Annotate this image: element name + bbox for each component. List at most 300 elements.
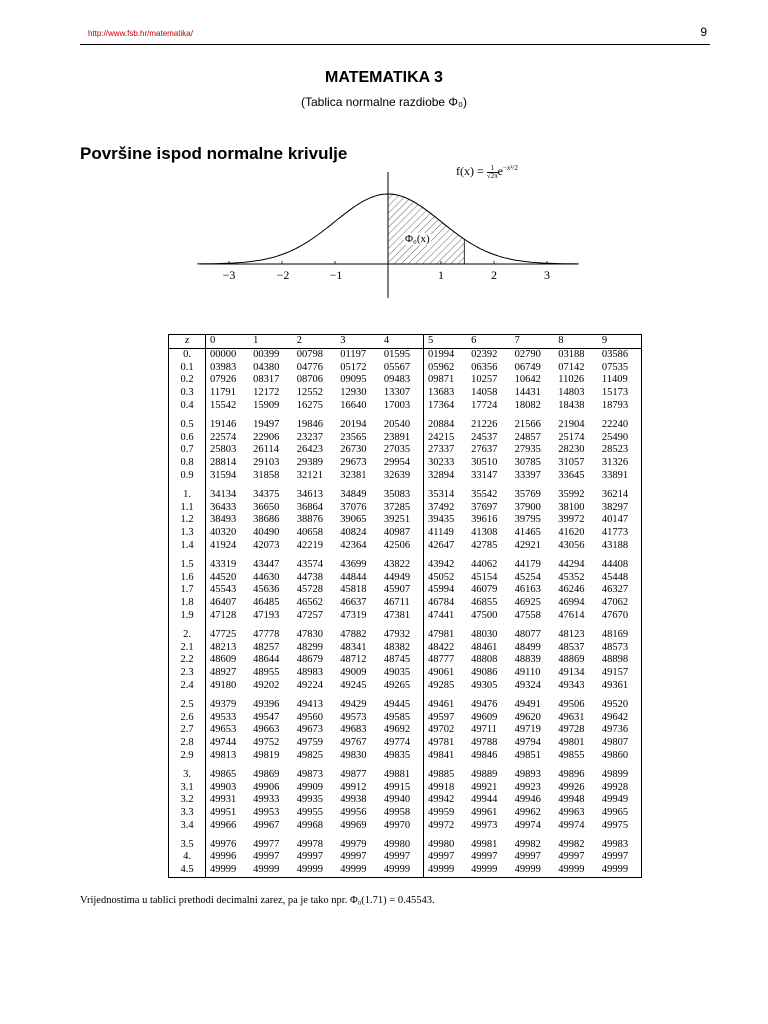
row-z-value: 3.2	[169, 794, 206, 807]
table-cell: 35083	[380, 483, 424, 502]
table-cell: 38493	[210, 514, 237, 526]
table-cell: 20540	[380, 413, 424, 432]
table-cell: 49719	[514, 724, 541, 736]
table-cell: 19497	[253, 418, 280, 430]
table-cell: 22240	[601, 418, 629, 430]
axis-label-neg1: −1	[329, 268, 343, 282]
table-cell: 49999	[514, 864, 541, 876]
row-z-value: 2.6	[169, 712, 206, 725]
table-cell: 49673	[296, 724, 323, 736]
table-cell: 13683	[427, 387, 455, 399]
table-cell: 46562	[296, 597, 323, 609]
table-cell: 27337	[427, 444, 455, 456]
table-cell: 02790	[514, 348, 541, 360]
table-cell: 15542	[210, 399, 237, 411]
table-cell: 42506	[380, 540, 424, 553]
table-cell: 47830	[296, 628, 323, 640]
table-row	[169, 457, 642, 470]
table-cell: 21904	[558, 418, 585, 430]
table-cell: 47932	[380, 623, 424, 642]
table-row	[169, 667, 642, 680]
row-z-value: 0.	[169, 348, 206, 361]
table-cell: 49997	[380, 851, 424, 864]
table-cell: 01595	[380, 348, 424, 361]
table-cell: 07535	[601, 361, 629, 373]
table-cell: 35769	[514, 488, 541, 500]
table-cell: 49744	[210, 737, 237, 749]
table-cell: 42785	[471, 539, 498, 551]
table-cell: 21566	[514, 418, 541, 430]
table-cell: 02392	[471, 348, 498, 360]
table-row	[169, 362, 642, 375]
table-cell: 49413	[296, 698, 323, 710]
table-cell: 49476	[471, 698, 498, 710]
table-cell: 49631	[558, 711, 585, 723]
table-cell: 30233	[427, 457, 455, 469]
table-cell: 05567	[380, 362, 424, 375]
table-cell: 49157	[601, 667, 629, 679]
row-z-value: 3.3	[169, 807, 206, 820]
row-z-value: 0.1	[169, 362, 206, 375]
table-cell: 37285	[380, 502, 424, 515]
table-row	[169, 807, 642, 820]
row-z-value: 0.5	[169, 413, 206, 432]
phi-area-label: Φ₀(x)	[405, 233, 430, 245]
table-cell: 49429	[340, 698, 367, 710]
table-cell: 18793	[601, 399, 629, 411]
table-cell: 49999	[340, 864, 367, 876]
table-cell: 45254	[514, 571, 541, 583]
table-cell: 49819	[253, 749, 280, 761]
table-cell: 38297	[601, 501, 629, 513]
table-row	[169, 782, 642, 795]
table-cell: 49533	[210, 711, 237, 723]
normal-distribution-table	[168, 334, 642, 878]
table-cell: 43699	[340, 558, 367, 570]
table-cell: 49977	[253, 838, 280, 850]
table-cell: 49961	[471, 807, 498, 819]
table-cell: 48341	[340, 641, 367, 653]
footnote: Vrijednostima u tablici prethodi decimalni zarez, pa je tako npr. Φ₀(1.71) = 0.45543.	[80, 895, 435, 906]
table-cell: 34613	[296, 488, 323, 500]
table-cell: 49962	[514, 807, 541, 819]
table-cell: 49086	[471, 667, 498, 679]
table-cell: 24215	[427, 431, 455, 443]
formula-lhs: f(x) =	[456, 164, 484, 178]
table-cell: 19146	[210, 418, 237, 430]
table-cell: 48777	[427, 654, 455, 666]
table-cell: 48573	[601, 641, 629, 653]
table-cell: 14058	[471, 387, 498, 399]
table-cell: 49951	[210, 807, 237, 819]
table-cell: 22906	[253, 431, 280, 443]
formula-exponent: −x²/2	[502, 164, 518, 172]
normal-curve-figure	[0, 0, 768, 310]
table-cell: 46855	[471, 597, 498, 609]
table-cell: 49781	[427, 737, 455, 749]
table-cell: 49976	[210, 838, 237, 850]
table-cell: 44520	[210, 571, 237, 583]
table-cell: 49343	[558, 679, 585, 691]
table-row	[169, 642, 642, 655]
row-z-value: 0.2	[169, 374, 206, 387]
table-cell: 49767	[340, 737, 367, 749]
table-cell: 49966	[210, 819, 237, 831]
table-row	[169, 348, 642, 361]
table-cell: 49711	[471, 724, 497, 736]
header-col-5: 5	[423, 335, 467, 349]
table-cell: 49979	[340, 838, 367, 850]
row-z-value: 2.9	[169, 750, 206, 763]
table-row	[169, 623, 642, 642]
table-cell: 49881	[380, 763, 424, 782]
table-cell: 49597	[427, 711, 455, 723]
table-cell: 40320	[210, 527, 237, 539]
table-cell: 35992	[558, 488, 585, 500]
table-cell: 49692	[380, 724, 424, 737]
table-cell: 16640	[340, 399, 367, 411]
table-cell: 49873	[296, 768, 323, 780]
table-cell: 41924	[210, 539, 237, 551]
table-cell: 49788	[471, 737, 498, 749]
table-cell: 28523	[601, 444, 629, 456]
table-cell: 49899	[601, 768, 629, 780]
table-cell: 32121	[296, 469, 323, 481]
row-z-value: 0.7	[169, 444, 206, 457]
table-cell: 47257	[296, 609, 323, 621]
table-cell: 49841	[427, 749, 455, 761]
table-row	[169, 737, 642, 750]
table-cell: 45052	[427, 571, 455, 583]
table-cell: 49982	[558, 838, 585, 850]
table-cell: 49009	[340, 667, 367, 679]
table-cell: 47381	[380, 610, 424, 623]
table-row	[169, 763, 642, 782]
axis-label-1: 1	[438, 268, 444, 282]
table-cell: 30510	[471, 457, 498, 469]
table-cell: 48257	[253, 641, 280, 653]
table-cell: 49846	[471, 749, 498, 761]
table-cell: 48712	[340, 654, 367, 666]
table-cell: 49912	[340, 781, 367, 793]
table-cell: 49663	[253, 724, 280, 736]
table-cell: 00000	[210, 348, 237, 360]
table-cell: 49956	[340, 807, 367, 819]
table-cell: 41620	[558, 527, 585, 539]
table-cell: 40658	[296, 527, 323, 539]
row-z-value: 4.	[169, 851, 206, 864]
table-cell: 20884	[427, 418, 455, 430]
table-cell: 27035	[380, 444, 424, 457]
table-cell: 49801	[558, 737, 585, 749]
table-cell: 31057	[558, 457, 585, 469]
table-cell: 49035	[380, 667, 424, 680]
table-cell: 26730	[340, 444, 367, 456]
table-cell: 05172	[340, 361, 367, 373]
table-cell: 47558	[514, 609, 541, 621]
table-cell: 43942	[427, 558, 455, 570]
row-z-value: 0.4	[169, 400, 206, 413]
table-cell: 36650	[253, 501, 280, 513]
table-header-row	[169, 335, 642, 349]
table-cell: 27935	[514, 444, 541, 456]
table-cell: 49959	[427, 807, 455, 819]
table-row	[169, 584, 642, 597]
table-cell: 45994	[427, 584, 455, 596]
table-cell: 45154	[471, 571, 498, 583]
table-cell: 46485	[253, 597, 280, 609]
row-z-value: 2.4	[169, 680, 206, 693]
table-cell: 31594	[210, 469, 237, 481]
table-cell: 49896	[558, 768, 585, 780]
table-cell: 14431	[514, 387, 541, 399]
table-cell: 48299	[296, 641, 323, 653]
table-cell: 47670	[601, 609, 629, 621]
table-cell: 33891	[601, 469, 629, 481]
table-cell: 44949	[380, 572, 424, 585]
table-cell: 49683	[340, 724, 367, 736]
table-cell: 42364	[340, 539, 367, 551]
table-cell: 00798	[296, 348, 323, 360]
table-cell: 45728	[296, 584, 323, 596]
table-cell: 08317	[253, 374, 280, 386]
header-col-4: 4	[380, 335, 424, 349]
table-row	[169, 833, 642, 852]
table-cell: 32381	[340, 469, 367, 481]
table-cell: 49935	[296, 794, 323, 806]
table-cell: 49585	[380, 712, 424, 725]
table-row	[169, 680, 642, 693]
table-row	[169, 724, 642, 737]
header-col-2: 2	[293, 335, 337, 349]
table-cell: 49982	[514, 838, 541, 850]
row-z-value: 3.4	[169, 820, 206, 833]
table-cell: 28230	[558, 444, 585, 456]
table-cell: 49978	[296, 838, 323, 850]
table-cell: 31326	[601, 457, 629, 469]
table-cell: 46327	[601, 584, 629, 596]
table-cell: 36864	[296, 501, 323, 513]
table-cell: 48839	[514, 654, 541, 666]
table-cell: 03188	[558, 348, 585, 360]
table-cell: 49573	[340, 711, 367, 723]
table-row	[169, 794, 642, 807]
table-cell: 49893	[514, 768, 541, 780]
table-cell: 48499	[514, 641, 541, 653]
table-cell: 06749	[514, 361, 541, 373]
table-row	[169, 432, 642, 445]
table-cell: 49996	[210, 851, 237, 863]
table-cell: 18438	[558, 399, 585, 411]
table-cell: 26423	[296, 444, 323, 456]
table-cell: 46784	[427, 597, 455, 609]
table-cell: 49980	[380, 833, 424, 852]
table-cell: 49134	[558, 667, 585, 679]
table-cell: 49620	[514, 711, 541, 723]
formula-base: e	[497, 164, 503, 178]
table-cell: 24537	[471, 431, 498, 443]
table-cell: 49379	[210, 698, 237, 710]
table-cell: 49933	[253, 794, 280, 806]
formula-fraction	[487, 165, 498, 180]
row-z-value: 0.8	[169, 457, 206, 470]
table-cell: 49969	[340, 819, 367, 831]
table-row	[169, 654, 642, 667]
table-cell: 49997	[514, 851, 541, 863]
table-cell: 48609	[210, 654, 237, 666]
table-cell: 09871	[427, 374, 455, 386]
table-row	[169, 387, 642, 400]
table-row	[169, 712, 642, 725]
table-cell: 45907	[380, 584, 424, 597]
table-cell: 49855	[558, 749, 585, 761]
axis-label-2: 2	[491, 268, 497, 282]
table-cell: 38876	[296, 514, 323, 526]
table-cell: 49958	[380, 807, 424, 820]
table-row	[169, 400, 642, 413]
page-number: 9	[700, 25, 707, 39]
table-cell: 41149	[427, 527, 454, 539]
table-cell: 36214	[601, 488, 629, 500]
table-cell: 49931	[210, 794, 237, 806]
table-cell: 46925	[514, 597, 541, 609]
density-formula	[456, 164, 518, 180]
table-cell: 22574	[210, 431, 237, 443]
table-cell: 44179	[514, 558, 541, 570]
table-cell: 04776	[296, 361, 323, 373]
table-cell: 06356	[471, 361, 498, 373]
table-cell: 37697	[471, 501, 498, 513]
table-cell: 49953	[253, 807, 280, 819]
table-cell: 49774	[380, 737, 424, 750]
table-cell: 17724	[471, 399, 498, 411]
table-cell: 43447	[253, 558, 280, 570]
table-cell: 49965	[601, 807, 629, 819]
table-cell: 49999	[471, 864, 498, 876]
table-row	[169, 514, 642, 527]
table-cell: 35314	[427, 488, 455, 500]
table-cell: 48898	[601, 654, 629, 666]
table-cell: 29673	[340, 457, 367, 469]
table-cell: 49967	[253, 819, 280, 831]
table-cell: 12552	[296, 387, 323, 399]
table-cell: 48213	[210, 641, 237, 653]
table-cell: 49974	[514, 819, 541, 831]
table-cell: 47778	[253, 628, 280, 640]
table-body	[169, 348, 642, 877]
table-cell: 09095	[340, 374, 367, 386]
table-cell: 49968	[296, 819, 323, 831]
table-cell: 49110	[514, 667, 541, 679]
table-row	[169, 540, 642, 553]
table-cell: 49938	[340, 794, 367, 806]
table-row	[169, 693, 642, 712]
phi-area-hatch	[388, 194, 464, 264]
table-row	[169, 553, 642, 572]
table-cell: 49547	[253, 711, 280, 723]
table-cell: 13307	[380, 387, 424, 400]
table-cell: 41773	[601, 527, 629, 539]
table-cell: 48422	[427, 641, 455, 653]
table-cell: 49999	[296, 864, 323, 876]
table-cell: 45636	[253, 584, 280, 596]
table-cell: 08706	[296, 374, 323, 386]
table-cell: 44062	[471, 558, 498, 570]
table-cell: 07142	[558, 361, 585, 373]
table-cell: 49940	[380, 794, 424, 807]
row-z-value: 3.	[169, 763, 206, 782]
table-cell: 39251	[380, 514, 424, 527]
table-cell: 49061	[427, 667, 455, 679]
table-cell: 49224	[296, 679, 323, 691]
table-cell: 45818	[340, 584, 367, 596]
table-cell: 41308	[471, 527, 498, 539]
table-cell: 25490	[601, 431, 629, 443]
table-cell: 48077	[514, 628, 541, 640]
table-row	[169, 597, 642, 610]
table-cell: 49305	[471, 679, 498, 691]
header-url[interactable]: http://www.fsb.hr/matematika/	[88, 29, 193, 38]
table-cell: 48927	[210, 667, 237, 679]
table-cell: 33147	[471, 469, 498, 481]
table-cell: 49999	[380, 864, 424, 877]
table-cell: 49830	[340, 749, 367, 761]
table-row	[169, 851, 642, 864]
table-cell: 49445	[380, 693, 424, 712]
table-cell: 49906	[253, 781, 280, 793]
table-cell: 49963	[558, 807, 585, 819]
table-cell: 49728	[558, 724, 585, 736]
table-cell: 43319	[210, 558, 237, 570]
table-cell: 46711	[380, 597, 424, 610]
table-cell: 46994	[558, 597, 585, 609]
table-cell: 49461	[427, 698, 455, 710]
table-cell: 49980	[427, 838, 455, 850]
table-cell: 14803	[558, 387, 585, 399]
table-cell: 49736	[601, 724, 629, 736]
table-cell: 12930	[340, 387, 367, 399]
table-cell: 37900	[514, 501, 541, 513]
table-cell: 47193	[253, 609, 280, 621]
section-heading: Površine ispod normalne krivulje	[80, 144, 348, 163]
table-cell: 49560	[296, 711, 323, 723]
table-cell: 49999	[210, 864, 237, 876]
table-cell: 49520	[601, 698, 629, 710]
table-cell: 48745	[380, 654, 424, 667]
table-cell: 47725	[210, 628, 237, 640]
table-cell: 44630	[253, 571, 280, 583]
row-z-value: 2.2	[169, 654, 206, 667]
table-cell: 49997	[558, 851, 585, 863]
table-cell: 48169	[601, 628, 629, 640]
table-cell: 48955	[253, 667, 280, 679]
table-row	[169, 374, 642, 387]
table-cell: 10257	[471, 374, 498, 386]
table-cell: 43188	[601, 539, 629, 551]
row-z-value: 0.9	[169, 470, 206, 483]
table-cell: 11791	[210, 387, 236, 399]
table-cell: 45448	[601, 571, 629, 583]
table-cell: 39972	[558, 514, 585, 526]
table-cell: 49981	[471, 838, 498, 850]
table-cell: 23891	[380, 432, 424, 445]
table-cell: 44738	[296, 571, 323, 583]
table-cell: 40147	[601, 514, 629, 526]
table-cell: 11409	[601, 374, 628, 386]
table-cell: 47500	[471, 609, 498, 621]
table-cell: 03586	[601, 348, 629, 360]
row-z-value: 3.5	[169, 833, 206, 852]
